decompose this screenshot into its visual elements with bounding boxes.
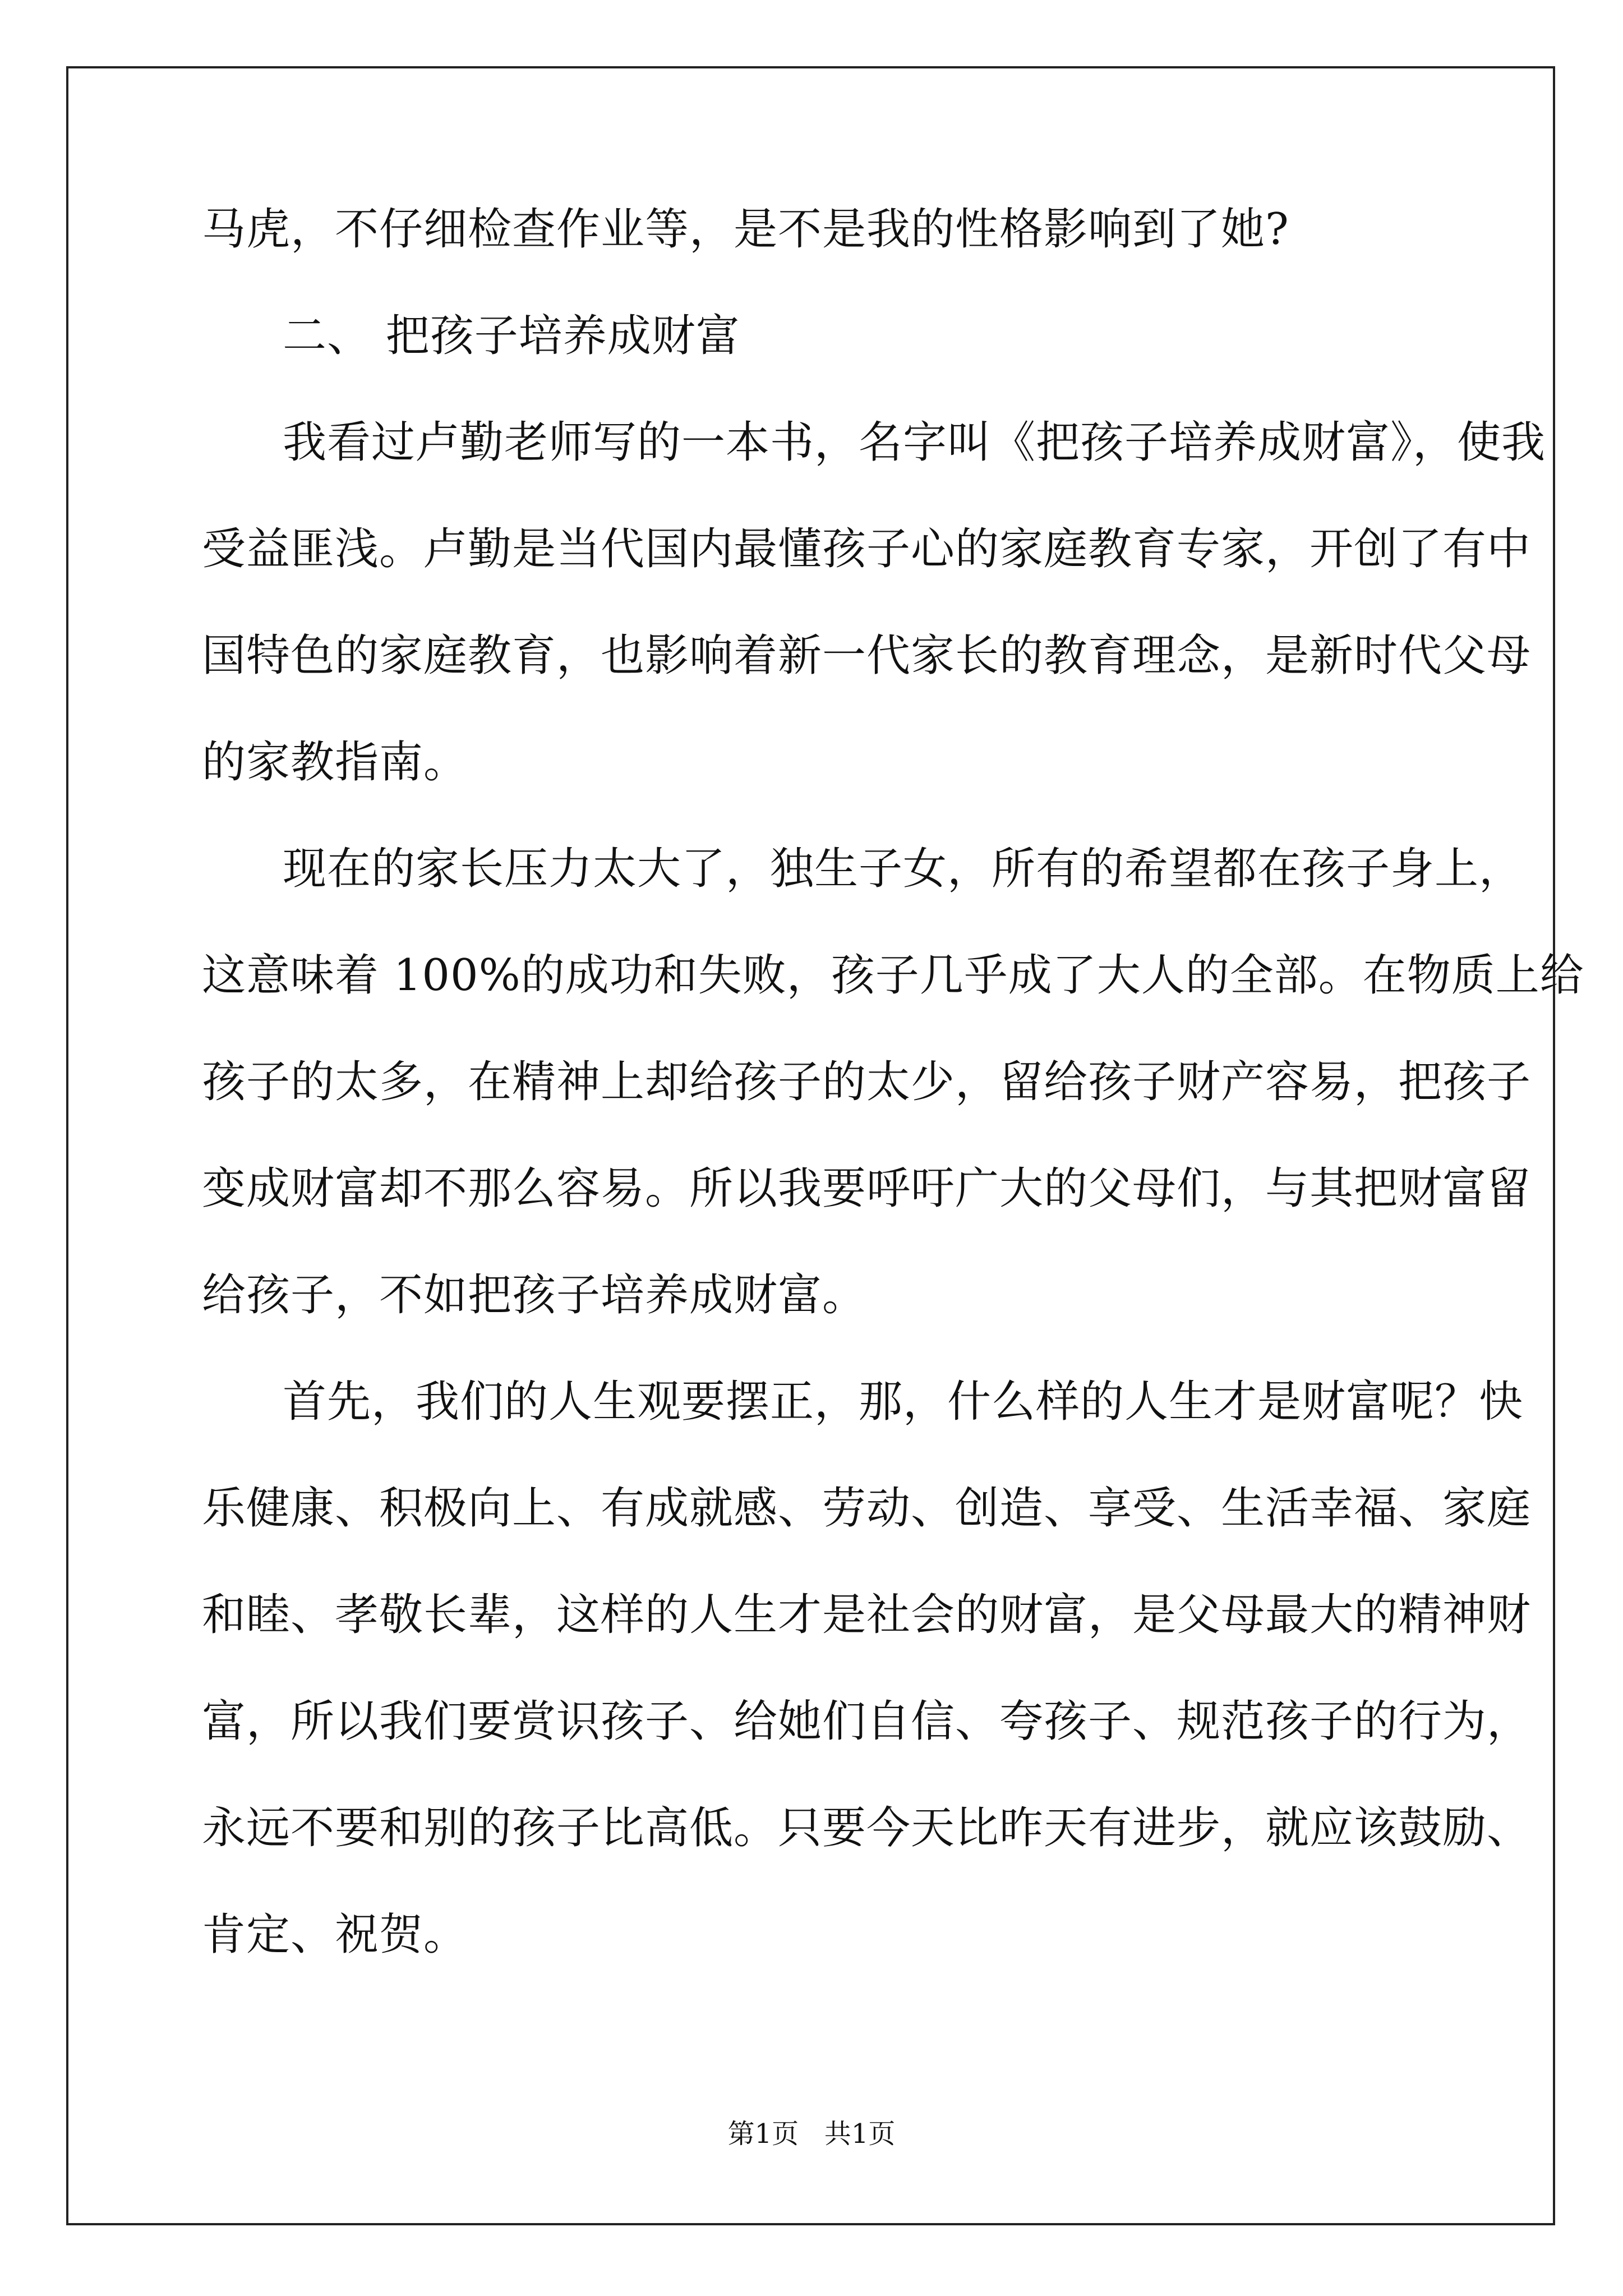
text-line: 现在的家长压力太大了，独生子女，所有的希望都在孩子身上， (283, 844, 1524, 894)
text-line: 我看过卢勤老师写的一本书，名字叫《把孩子培养成财富》，使我 (283, 417, 1546, 468)
text-line: 给孩子，不如把孩子培养成财富。 (202, 1270, 867, 1320)
page-footer: 第1页 共1页 (727, 2118, 896, 2150)
text-line: 首先，我们的人生观要摆正，那，什么样的人生才是财富呢？快 (283, 1377, 1524, 1427)
text-line: 和睦、孝敬长辈，这样的人生才是社会的财富，是父母最大的精神财 (202, 1590, 1532, 1640)
text-line: 孩子的太多，在精神上却给孩子的太少，留给孩子财产容易，把孩子 (202, 1057, 1532, 1107)
text-line: 肯定、祝贺。 (202, 1910, 468, 1960)
text-line: 国特色的家庭教育，也影响着新一代家长的教育理念，是新时代父母 (202, 631, 1532, 681)
text-line: 这意味着 100%的成功和失败，孩子几乎成了大人的全部。在物质上给 (202, 950, 1584, 1001)
text-line: 乐健康、积极向上、有成就感、劳动、创造、享受、生活幸福、家庭 (202, 1483, 1532, 1534)
text-line: 变成财富却不那么容易。所以我要呼吁广大的父母们，与其把财富留 (202, 1163, 1532, 1214)
document-body (202, 204, 1584, 2019)
text-line: 永远不要和别的孩子比高低。只要今天比昨天有进步，就应该鼓励、 (202, 1803, 1532, 1853)
text-line: 受益匪浅。卢勤是当代国内最懂孩子心的家庭教育专家，开创了有中 (202, 524, 1532, 574)
text-line: 的家教指南。 (202, 737, 468, 788)
text-line: 马虎，不仔细检查作业等，是不是我的性格影响到了她? (202, 204, 1289, 255)
section-heading: 二、 把孩子培养成财富 (283, 311, 740, 361)
text-line: 富，所以我们要赏识孩子、给她们自信、夸孩子、规范孩子的行为， (202, 1696, 1532, 1747)
